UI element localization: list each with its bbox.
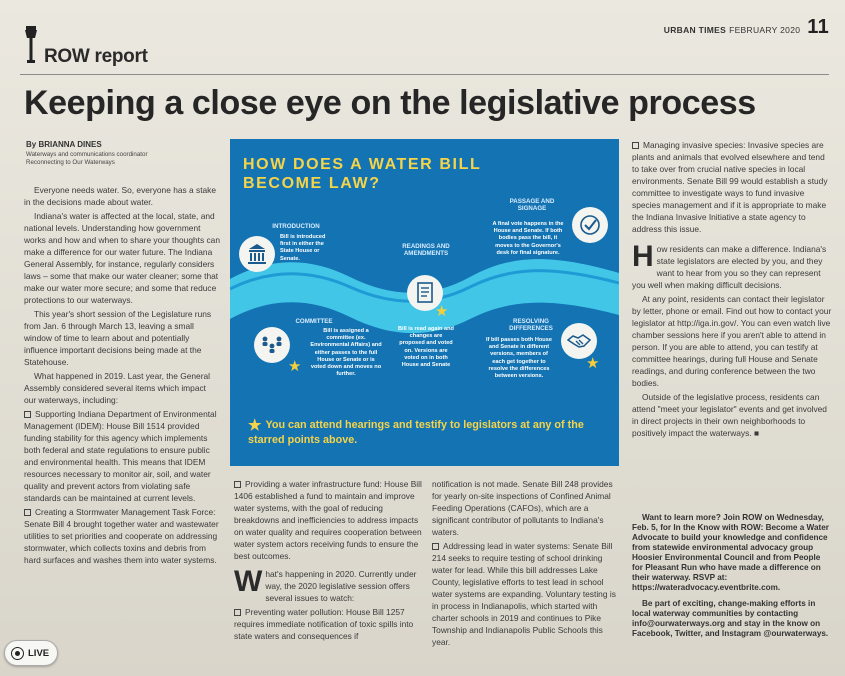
checkbox-bullet-icon [24,411,31,418]
checkmark-icon [572,207,608,243]
live-button[interactable] [4,640,58,666]
live-icon [11,647,24,660]
paragraph [234,478,422,562]
promo-paragraph: Be part of exciting, change-making efforts in local waterway communities by contacting info@ourwaterways.org and stay in the know on Facebook, Twitter, and Instagram @ourwaterways. [632,599,829,638]
stage-committee-text: Bill is assigned a committee (ex. Environmental Affairs) and either passes to the full House or Senate or is voted down and moves no further. [310,328,382,378]
article-column-3 [432,478,620,650]
paragraph [234,565,422,604]
capitol-icon [239,236,275,272]
checkbox-bullet-icon [234,609,241,616]
issue-date: FEBRUARY 2020 [729,25,801,35]
byline-author: By BRIANNA DINES [26,140,102,149]
paragraph: This year's short session of the Legislature runs from Jan. 6 through March 13, leaving a small window of time to learn about and potentially influence important decisions being made at the Statehouse. [24,309,212,367]
stage-passage-title: PASSAGE AND SIGNAGE [509,198,555,212]
paragraph [632,240,832,291]
paragraph [234,606,422,642]
stage-resolving-text: If bill passes both House and Senate in different versions, members of each get together to resolve the differences between versions. [486,337,552,380]
paragraph: notification is not made. Senate Bill 248 provides for yearly on-site inspections of Confined Animal Feeding Operations (CAFOs), which are a significant contributor of pollutants to Indiana's waters. [432,479,613,537]
paragraph: At any point, residents can contact their legislator by letter, phone or email. Find out how to contact your legislator at http://iga.in.gov/. You can even watch live chamber sessions here if you aren't able to attend in person. If you are able to attend, you can testify at committee hearings, during full House and Senate readings, and during conference between the two bodies. [632,294,832,388]
byline-title [26,151,148,167]
infographic-footer-text: You can attend hearings and testify to legislators at any of the starred points above. [248,419,584,446]
checkbox-bullet-icon [632,142,639,149]
paragraph [632,139,832,235]
paragraph-text: Addressing lead in water systems: Senate Bill 214 seeks to require testing of school drinking water for lead. While this bill addresses Lake County, legislative efforts to test lead in school water systems are expanding. Voluntary testing is in process in Indianapolis, which started with charter schools in 2019 and continues to Pike Township and Indianapolis Public Schools this year. [432,541,616,647]
infographic-footer [248,418,608,447]
paragraph-text: Providing a water infrastructure fund: House Bill 1406 established a fund to maintain and improve water systems, with the goal of reducing breakdowns and inefficiencies to address impacts on water quality and requires cooperation between water system actors receiving funds to ensure the best outcomes. [234,479,422,561]
header-divider [20,74,829,75]
star-icon: ★ [288,358,302,375]
paragraph-text: ow residents can make a difference. Indiana's state legislators are elected by you, and they want to hear from you so they can represent you well when making difficult decisions. [632,244,827,290]
stage-readings-text: Bill is read again and changes are proposed and voted on. Versions are voted on in both House and Senate [398,326,454,369]
paragraph: Outside of the legislative process, residents can attend "meet your legislator" events and get involved in direct projects in their own neighborhoods to positively impact the waterways. ■ [632,392,827,438]
paragraph-text: Preventing water pollution: House Bill 1257 requires immediate notification of toxic spills into state waters and consequences if [234,607,414,641]
section-title: ROW report [44,46,148,67]
paragraph: Everyone needs water. So, everyone has a stake in the decisions made about water. [24,185,217,207]
paragraph-text: Creating a Stormwater Management Task Force: Senate Bill 4 brought together water and wastewater utilities to set priorities and cooperate on addressing stormwater, which collects toxins and debris from hard surfaces and washes them into water systems. [24,507,219,565]
stage-passage-text: A final vote happens in the House and Senate. If both bodies pass the bill, it moves to the Governor's desk for final signature. [492,221,564,256]
paragraph-text: hat's happening in 2020. Currently under way, the 2020 legislative session offers several issues to watch: [265,569,417,603]
paragraph [24,408,220,504]
checkbox-bullet-icon [234,481,241,488]
page-number: 11 [807,16,829,38]
stage-committee-title: COMMITTEE [295,318,333,325]
checkbox-bullet-icon [24,509,31,516]
event-promo [632,513,832,645]
infographic-title-line: HOW DOES A WATER BILL [243,156,482,173]
handshake-icon [561,323,597,359]
star-icon: ★ [586,355,600,372]
infographic-title [243,155,481,193]
stage-introduction-title: INTRODUCTION [272,223,320,230]
infographic-title-line: BECOME LAW? [243,175,381,192]
lamp-post-icon [22,24,40,64]
article-column-2 [234,478,422,644]
live-label: LIVE [28,647,50,659]
publication-name: URBAN TIMES [663,25,727,35]
stage-readings-title: READINGS AND AMENDMENTS [402,243,450,257]
drop-cap: W [234,565,263,598]
promo-paragraph: Want to learn more? Join ROW on Wednesday, Feb. 5, for In the Know with ROW: Become a Water Advocate to build your knowledge and confidence from statewide environmental advocacy group Hoosier Environmental Council and from People for Pleasant Run who have made a difference on their waterway. RSVP at: https://wateradvocacy.eventbrite.com. [632,513,829,592]
headline: Keeping a close eye on the legislative process [24,84,756,122]
paragraph-text: Managing invasive species: Invasive species are plants and animals that evolved elsewhere and tend to take over from crucial native species in local environments. Senate Bill 99 would establish a study committee to investigate ways to fund invasive species management and if it is appropriate to make the Indiana Invasive Initiative a state agency to address this issue. [632,140,828,234]
star-icon: ★ [435,303,449,320]
article-column-1 [24,184,220,568]
stage-introduction-text: Bill is introduced first in either the State House or Senate. [280,234,326,262]
star-icon: ★ [248,417,262,434]
checkbox-bullet-icon [432,543,439,550]
page-header [664,16,829,39]
paragraph-text: Supporting Indiana Department of Environmental Management (IDEM): House Bill 1514 provided funding stability for this agency which implements both federal and state regulations to ensure public and environmental health. This means that IDEM resources necessary to monitor air, soil, and water quality and prevent actors from violating safe standards can be maintained at current levels. [24,409,217,503]
paragraph [432,540,620,648]
stage-resolving-title: RESOLVING DIFFERENCES [509,318,553,332]
committee-people-icon [254,327,290,363]
byline-title-line: Waterways and communications coordinator [26,151,148,158]
byline-org-line: Reconnecting to Our Waterways [26,159,115,166]
paragraph: Indiana's water is affected at the local, state, and national levels. Understanding how government works and how and when to share your thoughts can make a difference for our water future. The Indiana General Assembly, for instance, regularly considers laws – some that make our water cleaner; some that make our water more secure; and some that reduce protections to our waterways. [24,211,221,305]
drop-cap: H [632,240,654,273]
water-bill-infographic [230,139,619,466]
paragraph: What happened in 2019. Last year, the General Assembly considered several items which impact our waterways, including: [24,371,210,405]
paragraph [24,506,220,566]
article-column-4 [632,139,832,441]
